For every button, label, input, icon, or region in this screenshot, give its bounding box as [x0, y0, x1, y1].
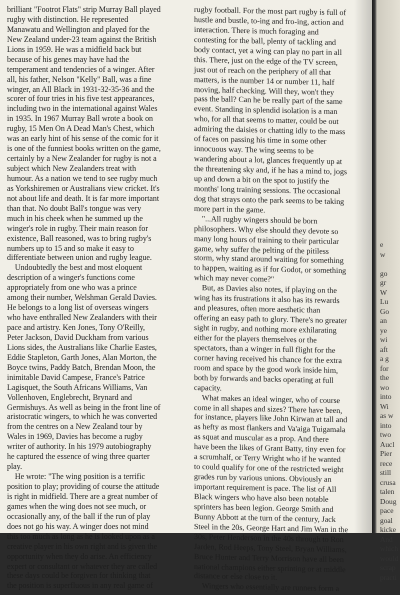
text-line: Jarden, Rod Heeps, Tony Steel, Bryan Williams,	[194, 541, 347, 554]
text-line: than that. No doubt Ball's tongue was very	[7, 203, 142, 213]
text-line: Wales in 1969, Davies has become a rugby	[7, 432, 143, 442]
text-line: is right in midfield. There are a great number of	[7, 491, 158, 501]
text-line: Bruce Hunter and Terry Morrison have all been	[194, 551, 344, 564]
text-line: dog that strays onto the park seems to be taking	[194, 193, 345, 206]
text-line: just out of reach on the periphery of all that	[194, 64, 331, 77]
text-line: an	[380, 316, 387, 325]
text-line: But, as Davies also notes, if playing on the	[194, 283, 337, 296]
text-line: wi	[380, 335, 388, 344]
text-line: kicke	[380, 525, 397, 534]
text-line: description of a winger's functions come	[7, 273, 135, 283]
text-line: two	[380, 430, 392, 439]
text-line: e	[380, 240, 384, 249]
text-line: He wrote: "The wing position is a terrific	[7, 472, 145, 482]
text-line: room and space by the good work inside him,	[194, 362, 338, 375]
text-line: the threatening sky and, if he has a mind to, jogs	[194, 164, 347, 177]
text-line: Boyce twins, Paddy Batch, Brendan Moon, the	[7, 362, 156, 372]
text-line: not about life and death. It is far more important	[7, 193, 160, 203]
text-line: corner having received his chance for the extra	[194, 352, 342, 365]
text-line: Black wingers who have also been notable	[194, 491, 329, 504]
text-line: scorer of four tries in his five test appearances,	[7, 94, 155, 104]
text-line: practi	[380, 572, 397, 582]
text-line: humour. As a nation we tend to see rugby much	[7, 173, 158, 183]
text-line: aristocratic wingers, to which he was converted	[7, 412, 158, 422]
text-line: 30s, Peter Henderson in the 40s through to Ron	[194, 531, 344, 544]
text-line: game, why suffer the pelting of the pitiless	[194, 243, 329, 256]
text-line: rugby football. For the most part rugby is full of	[194, 5, 347, 18]
text-line: philosophers. Why else should they devote so	[194, 223, 339, 236]
text-line: admiring the daisies or chatting idly to the mass	[194, 124, 346, 137]
text-line: differentiate between union and rugby league.	[7, 253, 152, 263]
text-line: into	[380, 420, 392, 430]
text-line: ye	[380, 325, 387, 335]
text-line: in 1935. In 1967 Murray Ball wrote a book on	[7, 114, 153, 124]
text-line: aft	[380, 344, 388, 354]
text-line: still	[380, 468, 392, 477]
text-line: W	[380, 287, 387, 297]
text-line: go	[380, 268, 388, 278]
text-line: Lagisquet, the South Africans Williams, Van	[7, 382, 148, 392]
text-line: Steel in the 20s, George Hart and Jim Wan in the	[194, 521, 349, 534]
text-line: What makes an ideal winger, who of course	[194, 392, 341, 405]
text-line: winger, an All Black in 1931-32-35-36 and the	[7, 84, 155, 94]
text-line: scrap	[380, 563, 396, 572]
text-line: who, for all that seems to matter, could be out	[194, 114, 339, 127]
text-line: moving, half checking. Will they, won't they	[194, 84, 335, 97]
text-line: goal	[380, 515, 393, 525]
text-line: to happen, waiting as if for Godot, or something	[194, 263, 347, 276]
facing-page-text-fragment	[380, 240, 398, 582]
text-line: pace and artistry. Ken Jones, Tony O'Reilly,	[7, 323, 145, 332]
text-line: writer of authority. In his 1979 autobiography	[7, 442, 152, 452]
text-line: which may never come?"	[194, 273, 275, 284]
text-line: Germishuys. As well as being in the front line of	[7, 402, 161, 412]
text-line: was an early hint of his sense of the comic for it	[7, 134, 159, 144]
text-line: much in his cheek when he summed up the	[7, 213, 143, 223]
text-line: would	[380, 553, 399, 563]
text-line: from the centres on a New Zealand tour by	[7, 422, 143, 432]
text-line: the position is superfluous in any real game of	[7, 581, 153, 591]
text-line: creative player in his own right and is given the	[7, 541, 158, 551]
text-line: body contact, yet a wing can play no part in all	[194, 44, 342, 57]
text-line: event. Standing in splendid isolation is a man	[194, 104, 338, 117]
text-line: Go	[380, 306, 390, 316]
text-line: certainly by a New Zealander for rugby is not a	[7, 154, 157, 164]
text-line: as w	[380, 411, 394, 420]
text-line: Doug	[380, 496, 397, 506]
text-line: New Zealand under-23 team against the British	[7, 34, 157, 44]
text-line: gr	[380, 278, 387, 287]
text-line: wo	[380, 382, 390, 392]
text-line: months' long training sessions. The occasional	[194, 183, 341, 196]
text-line: come in all shapes and sizes? There have been,	[194, 402, 343, 415]
text-line: pass the ball? Can he be really part of the same	[194, 94, 343, 107]
text-line: brilliant "Footrot Flats" strip Murray Ball played	[7, 5, 161, 14]
text-line: is one of the funniest books written on the game,	[7, 144, 161, 154]
text-line: this. There, just on the edge of the TV screen,	[194, 54, 338, 67]
text-line: does not go his way. A winger does not mind	[7, 521, 149, 531]
text-line: as squat and muscular as a prop. And there	[194, 432, 329, 445]
text-line: expert or consultant or whatever they are called	[7, 561, 158, 571]
text-line: of faces on passing his time in some other	[194, 134, 327, 146]
text-line: all, his father, Nelson "Kelly" Ball, was a fine	[7, 74, 152, 84]
text-line: a scrumhalf, or Terry Wright who if he wanted	[194, 452, 341, 465]
text-line: more part in the game.	[194, 203, 266, 215]
text-line: contesting for the ball, plenty of tackling and	[194, 34, 336, 47]
text-line: Wingers who essentially are runners form a	[194, 581, 340, 594]
text-line: Wi	[380, 401, 389, 411]
text-line: Lu	[380, 297, 389, 306]
text-line: distance or else close to it.	[194, 571, 278, 583]
text-line: sight in rugby, and nothing more exhilarating	[194, 323, 337, 335]
text-line: spectators, than a winger in full flight for the	[194, 342, 336, 355]
text-line: talen	[380, 487, 395, 496]
text-line: He belongs to a long list of overseas wingers	[7, 303, 149, 313]
text-line: because of his genes may have had the	[7, 54, 130, 64]
text-line: the	[380, 373, 390, 382]
text-line: rugby, 15 Men On A Dead Man's Chest, which	[7, 124, 155, 134]
left-text-column	[7, 5, 183, 591]
text-line: into	[380, 392, 392, 401]
text-line: games when the wing does not see much, or	[7, 501, 147, 511]
facing-page-edge	[372, 0, 400, 582]
text-line: Peter Jackson, David Duckham from various	[7, 332, 149, 342]
text-line: a g	[380, 354, 389, 363]
text-line: have been the likes of Grant Batty, tiny even for	[194, 442, 346, 455]
text-line: to could qualify for one of the restricted weight	[194, 462, 344, 475]
text-line: this too much as long as he is looked upon as a	[7, 531, 155, 541]
text-line: Pier	[380, 449, 392, 458]
text-line: position to play; providing of course the attitude	[7, 482, 160, 491]
text-line: sprinters has been legion. George Smith and	[194, 501, 334, 514]
text-line: play.	[7, 462, 23, 472]
right-text-column	[194, 5, 366, 595]
text-line: storm, why stand around waiting for something	[194, 253, 344, 266]
text-line	[380, 259, 398, 269]
text-line: w	[380, 249, 386, 259]
text-line: appropriately from one who was a prince	[7, 283, 137, 293]
text-line: interaction. There is much foraging and	[194, 24, 319, 37]
text-line: hustle and bustle, to-ing and fro-ing, action and	[194, 14, 344, 28]
text-line: opportunity when they do arise. An efficiency	[7, 551, 152, 561]
text-line: Manawatu and Wellington and played for the	[7, 24, 150, 34]
text-line: Bunny Abbott at the turn of the century, Jack	[194, 511, 336, 524]
text-line: Eddie Stapleton, Garth Jones, Alan Morton, the	[7, 352, 157, 362]
text-line: crusa	[380, 477, 396, 487]
text-line: who have enthralled New Zealanders with their	[7, 313, 157, 323]
text-line: for	[380, 363, 389, 373]
text-line: innocuous way. The wing seems to be	[194, 144, 314, 156]
text-line: Lions sides, the Australians like Charlie Eastes,	[7, 342, 157, 352]
text-line: rugby with distinction. He represented	[7, 14, 129, 24]
text-line: as Yorkshiremen or Australians view cricket. It's	[7, 183, 160, 193]
text-line: inimitable David Campese, France's Patrice	[7, 372, 145, 382]
text-line: as hefty as most flankers and Va'aiga Tuigamala	[194, 422, 346, 435]
text-line: Lions in 1959. He was a midfield back but	[7, 44, 142, 54]
text-line: rece	[380, 458, 393, 468]
text-line: Vollenhoven, Englebrecht, Brynard and	[7, 392, 132, 402]
text-line: winger's role in rugby. Their main reason for	[7, 223, 149, 233]
text-line: important requirement is pace. The list of All	[194, 482, 337, 494]
text-line: among their number, Welshman Gerald Davies.	[7, 293, 157, 303]
text-line: for instance, players like John Kirwan at tall and	[194, 412, 348, 425]
text-line: occasionally any, of the ball if the run of play	[7, 511, 151, 521]
text-line: numbers up to 15 and so make it easy to	[7, 243, 134, 253]
text-line: grades run by various unions. Obviously an	[194, 472, 332, 484]
text-line: including two in the international against Wales	[7, 104, 158, 114]
text-line: existence, Ball reasoned, was to bring rugby's	[7, 233, 152, 243]
text-line: either for the players themselves or the	[194, 332, 317, 345]
text-line: pace	[380, 506, 394, 515]
text-line: temperament and tendencies of a winger. After	[7, 64, 155, 74]
text-line: And	[380, 534, 393, 544]
text-line: which	[380, 544, 399, 553]
text-line: wing has its frustrations it also has its rewards	[194, 293, 340, 306]
text-line: and pleasures, often more aesthetic than	[194, 303, 321, 315]
text-line: Undoubtedly the best and most eloquent	[7, 263, 143, 273]
text-line: Aucl	[380, 439, 395, 449]
text-line: many long hours of training to their particular	[194, 233, 339, 246]
text-line: these days could be forgiven for thinking that	[7, 571, 151, 581]
text-line: capacity.	[194, 382, 222, 393]
text-line: offering an easy path to glory. There's no greater	[194, 313, 347, 326]
text-line: wandering about a lot, glances frequently up at	[194, 154, 343, 167]
text-line: he captured the essence of wing three quarter	[7, 452, 150, 462]
text-line: both by forwards and backs operating at full	[194, 372, 334, 385]
text-line: matters, is the number 14 or number 11, half	[194, 74, 335, 87]
text-line: "...All rugby wingers should be born	[194, 213, 318, 226]
text-line: subject which New Zealanders treat with	[7, 164, 137, 173]
text-line: up and down a bit on the spot to justify the	[194, 173, 330, 186]
text-line: national champions either sprinting or at middle	[194, 561, 346, 574]
